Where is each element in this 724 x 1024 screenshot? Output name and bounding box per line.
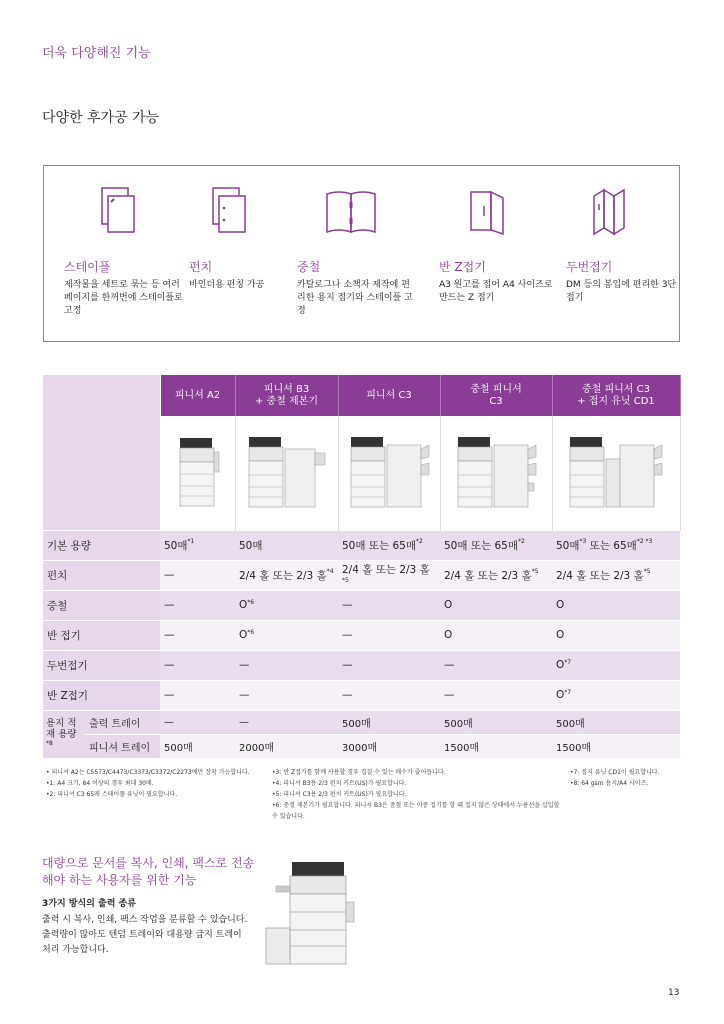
table-cell: 2/4 홀 또는 2/3 홀$^{*5}$ <box>552 560 680 590</box>
column-header: 피니셔 B3 + 중철 제본기 <box>235 375 338 416</box>
table-cell: 50매$^{*3}$ 또는 65매$^{*2 *3}$ <box>552 530 680 560</box>
table-cell: 500매 <box>440 710 552 734</box>
footnote: •7: 접지 유닛 CD1이 필요합니다. <box>570 769 660 776</box>
machine-image-booklet-finisher-c3 <box>440 416 552 530</box>
table-cell: O <box>440 620 552 650</box>
machine-image-booklet-finisher-c3-cd1 <box>552 416 680 530</box>
table-cell: 50매 또는 65매$^{*2}$ <box>338 530 440 560</box>
punch-icon <box>209 186 249 236</box>
booklet-icon <box>325 186 377 236</box>
table-cell: $O^{*7}$ <box>552 650 680 680</box>
output-section-body: 출력 시 복사, 인쇄, 팩스 작업을 분류할 수 있습니다. 출력량이 많아도 텐덤 트레이와 대용량 급지 트레이 처리 가능합니다. <box>42 915 248 955</box>
image-row <box>43 416 680 530</box>
table-cell: — <box>160 560 235 590</box>
table-row-basic-capacity <box>43 530 680 560</box>
table-cell: O <box>552 590 680 620</box>
table-cell: 3000매 <box>338 734 440 758</box>
table-cell: 2/4 홀 또는 2/3 홀$^{*5}$ <box>338 560 440 590</box>
feature-box <box>43 165 680 342</box>
table-cell: 2000매 <box>235 734 338 758</box>
table-cell: — <box>235 650 338 680</box>
table-row-finisher-tray <box>43 734 680 758</box>
row-label: 기본 용량 <box>43 530 160 560</box>
table-cell: 50매 <box>235 530 338 560</box>
finisher-comparison-table <box>43 375 681 758</box>
footnote: •8: 64 gsm 용지/A4 사이즈. <box>570 780 649 787</box>
section-subtitle: 다양한 후가공 가능 <box>42 110 160 126</box>
row-label: 출력 트레이 <box>85 710 160 734</box>
stack-group-label: 용지 적재 용량$^{*8}$ <box>43 710 85 758</box>
table-cell: 500매 <box>552 710 680 734</box>
tri-fold-icon <box>590 186 630 236</box>
section-title: 더욱 다양해진 기능 <box>42 46 151 61</box>
row-label: 중철 <box>43 590 160 620</box>
footnote: •4: 피니셔 B3용 2/3 펀치 키트(US)가 필요합니다. <box>272 780 407 787</box>
table-cell: — <box>160 590 235 620</box>
feature-desc: 제작물을 세트로 묶는 등 여러 페이지를 한꺼번에 스테이플로 고정 <box>64 280 183 316</box>
table-cell: — <box>440 650 552 680</box>
table-row-z-fold <box>43 680 680 710</box>
feature-title: 펀치 <box>189 260 213 274</box>
column-header: 피니셔 C3 <box>338 375 440 416</box>
table-cell: — <box>440 680 552 710</box>
table-cell: 1500매 <box>552 734 680 758</box>
feature-desc: DM 등의 봉입에 편리한 3단 접기 <box>566 280 677 303</box>
feature-desc: 카탈로그나 소책자 제작에 편리한 용지 접기와 스테이플 고정 <box>297 280 413 316</box>
page-number: 13 <box>668 988 680 998</box>
table-row-tri-fold <box>43 650 680 680</box>
table-cell: 2/4 홀 또는 2/3 홀$^{*4}$ <box>235 560 338 590</box>
table-cell: $O^{*7}$ <box>552 680 680 710</box>
row-label: 펀치 <box>43 560 160 590</box>
table-row-punch <box>43 560 680 590</box>
footnote: •5: 피니셔 C3용 2/3 펀치 키트(US)가 필요합니다. <box>272 791 407 798</box>
machine-image-finisher-c3 <box>338 416 440 530</box>
staple-icon <box>98 186 138 236</box>
table-cell: O <box>440 590 552 620</box>
column-header: 중철 피니셔 C3 + 접지 유닛 CD1 <box>552 375 680 416</box>
table-cell: — <box>338 680 440 710</box>
footnote: •3: 반 Z접기를 함께 사용할 경우 겹칠 수 있는 매수가 줄어듭니다. <box>272 769 446 776</box>
row-label: 두번접기 <box>43 650 160 680</box>
table-cell: 2/4 홀 또는 2/3 홀$^{*5}$ <box>440 560 552 590</box>
feature-title: 스테이플 <box>64 260 111 274</box>
footnote: •1: A4 크기, 84 이상의 경우 최대 30매. <box>46 780 154 787</box>
multifunction-printer-image <box>262 858 357 970</box>
machine-image-finisher-a2 <box>160 416 235 530</box>
table-cell: O <box>552 620 680 650</box>
feature-desc: A3 원고를 접어 A4 사이즈로 만드는 Z 접기 <box>439 280 553 303</box>
footnotes-col-3 <box>570 767 710 789</box>
footnote: • 피니셔 A2는 C5573/C4473/C3373/C3372/C2273에만 장착 가능합니다. <box>46 769 250 776</box>
table-row-output-tray <box>43 710 680 734</box>
machine-image-finisher-b3 <box>235 416 338 530</box>
feature-title: 중철 <box>297 260 321 274</box>
table-row-half-fold <box>43 620 680 650</box>
feature-desc: 바인더용 펀칭 가공 <box>189 280 265 290</box>
table-cell: — <box>160 620 235 650</box>
z-fold-icon <box>467 186 507 236</box>
footnote: •2: 피니셔 C3 65매 스테이플 유닛이 필요합니다. <box>46 791 178 798</box>
output-section-title: 대량으로 문서를 복사, 인쇄, 팩스로 전송해야 하는 사용자를 위한 기능 <box>42 856 255 887</box>
column-header: 중철 피니셔 C3 <box>440 375 552 416</box>
table-cell: — <box>160 650 235 680</box>
table-cell: — <box>338 590 440 620</box>
table-cell: 500매 <box>338 710 440 734</box>
feature-title: 반 Z접기 <box>439 260 486 274</box>
table-row-saddle-stitch <box>43 590 680 620</box>
column-header: 피니셔 A2 <box>160 375 235 416</box>
footnotes-col-1 <box>46 767 266 800</box>
table-cell: — <box>160 710 235 734</box>
table-cell: $O^{*6}$ <box>235 620 338 650</box>
table-cell: 1500매 <box>440 734 552 758</box>
table-cell: 50매 또는 65매$^{*2}$ <box>440 530 552 560</box>
footnote: •6: 중철 제본기가 필요합니다. 피니셔 B3은 중철 또는 이중 접기를 할 때 접지 않은 상태에서 누름선을 삽입할 수 있습니다. <box>272 802 560 820</box>
output-section-heading: 3가지 방식의 출력 종류 <box>42 899 136 909</box>
table-cell: $O^{*6}$ <box>235 590 338 620</box>
table-cell: — <box>160 680 235 710</box>
row-label: 피니셔 트레이 <box>85 734 160 758</box>
table-cell: 500매 <box>160 734 235 758</box>
table-cell: 50매$^{*1}$ <box>160 530 235 560</box>
row-label: 반 접기 <box>43 620 160 650</box>
feature-title: 두번접기 <box>566 260 613 274</box>
row-label: 반 Z접기 <box>43 680 160 710</box>
table-cell: — <box>338 620 440 650</box>
table-cell: — <box>235 710 338 734</box>
table-corner <box>43 375 160 416</box>
table-cell: — <box>338 650 440 680</box>
table-cell: — <box>235 680 338 710</box>
footnotes-col-2 <box>272 767 567 822</box>
